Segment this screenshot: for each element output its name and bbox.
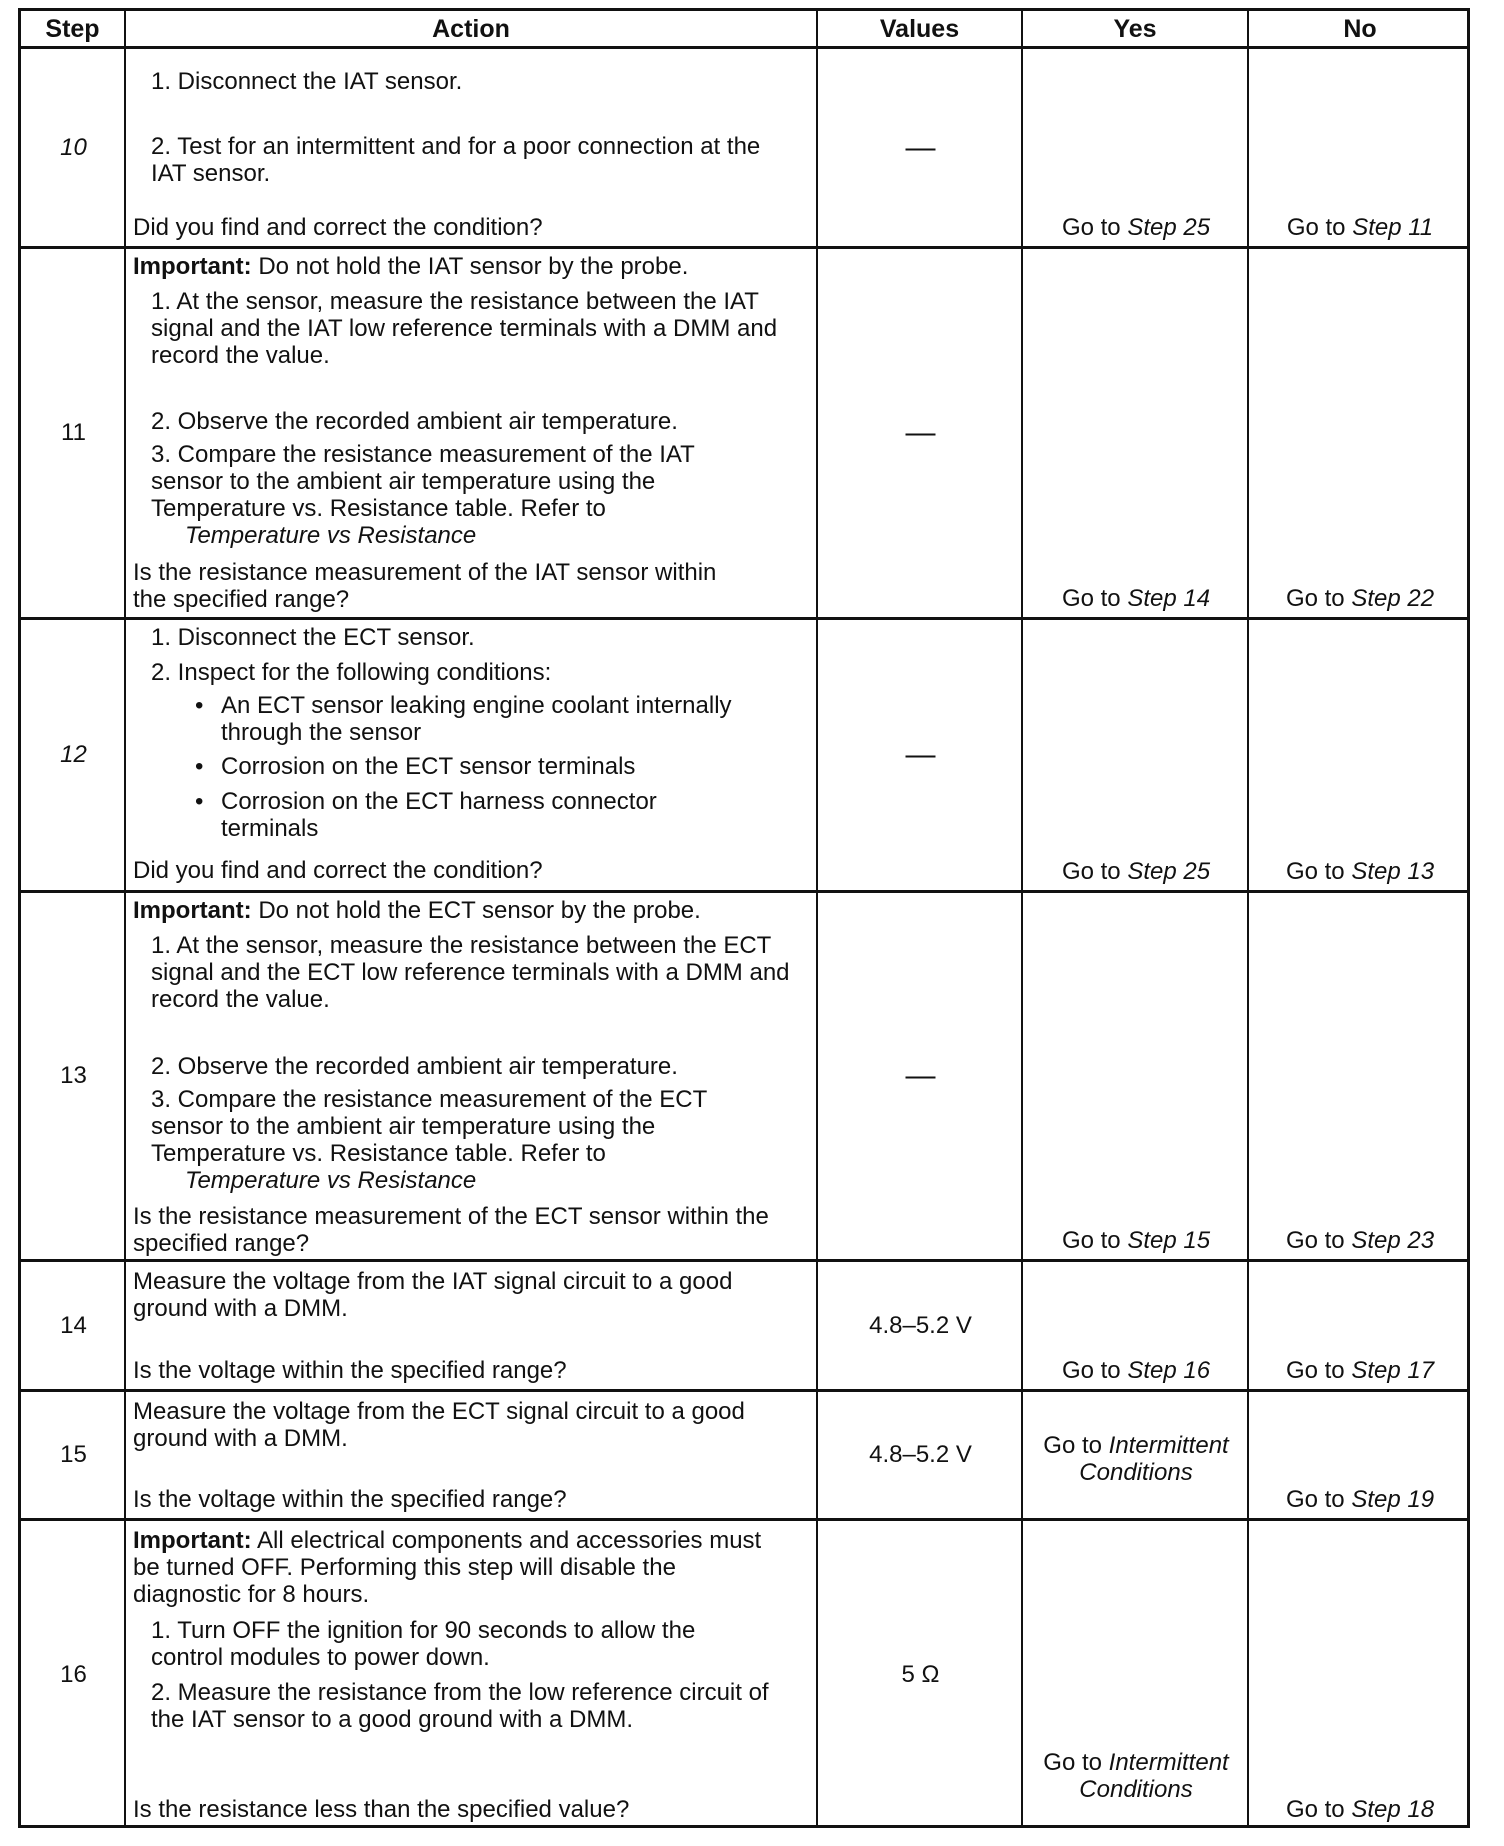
bullet-item: Corrosion on the ECT sensor terminals xyxy=(221,753,636,780)
reference-link[interactable]: Temperature vs Resistance xyxy=(185,522,477,549)
step-number: 12 xyxy=(60,741,87,768)
value-cell: — xyxy=(905,130,936,164)
action-cell xyxy=(133,893,813,1259)
action-cell xyxy=(133,620,813,890)
instruction-item: 2. Test for an intermittent and for a poor connection at the IAT sensor. xyxy=(151,133,761,187)
yes-action: Go to Step 25 xyxy=(1061,858,1211,886)
table-row xyxy=(21,1262,1467,1389)
yes-action: Go to Step 25 xyxy=(1061,214,1211,242)
header-action: Action xyxy=(432,14,510,43)
instruction-item: 1. At the sensor, measure the resistance between the ECT signal and the ECT low reference terminals with a DMM and record the value. xyxy=(151,932,790,1013)
action-text: Measure the voltage from the IAT signal circuit to a good ground with a DMM. xyxy=(133,1268,733,1322)
yes-action: Go to Intermittent Conditions xyxy=(1043,1749,1229,1803)
table-row xyxy=(21,1392,1467,1518)
yes-action: Go to Step 16 xyxy=(1061,1357,1211,1385)
yes-action: Go to Step 15 xyxy=(1061,1227,1211,1255)
action-cell xyxy=(133,1521,813,1828)
question-text: Is the resistance less than the specified value? xyxy=(133,1796,630,1823)
important-note: Important: All electrical components and accessories must be turned OFF. Performing this step will disable the diagnostic for 8 hours. xyxy=(133,1527,762,1608)
instruction-item: 1. Disconnect the ECT sensor. xyxy=(151,624,475,651)
bullet-icon: • xyxy=(195,753,204,780)
question-text: Did you find and correct the condition? xyxy=(133,214,543,241)
value-cell: — xyxy=(905,416,936,449)
action-cell xyxy=(133,1262,813,1389)
value-cell: — xyxy=(905,1059,936,1092)
table-row xyxy=(21,49,1467,246)
important-note: Important: Do not hold the IAT sensor by the probe. xyxy=(133,253,689,280)
instruction-item: 1. Disconnect the IAT sensor. xyxy=(151,68,463,95)
instruction-item: 3. Compare the resistance measurement of the ECT sensor to the ambient air temperature using the Temperature vs. Resistance table. Refer to xyxy=(151,1086,707,1167)
value-cell: 5 Ω xyxy=(901,1660,940,1688)
value-cell: 4.8–5.2 V xyxy=(869,1441,972,1468)
instruction-item: 2. Observe the recorded ambient air temperature. xyxy=(151,408,678,435)
header-yes: Yes xyxy=(1113,14,1157,43)
no-action: Go to Step 11 xyxy=(1286,214,1434,242)
bullet-item: Corrosion on the ECT harness connector terminals xyxy=(221,788,657,842)
header-step: Step xyxy=(45,14,100,43)
instruction-item: 1. Turn OFF the ignition for 90 seconds to allow the control modules to power down. xyxy=(151,1617,696,1671)
question-text: Is the resistance measurement of the IAT sensor within the specified range? xyxy=(133,559,717,613)
table-row xyxy=(21,620,1467,890)
no-action: Go to Step 13 xyxy=(1285,858,1435,886)
action-cell xyxy=(133,49,813,246)
table-row xyxy=(21,893,1467,1259)
value-cell: 4.8–5.2 V xyxy=(869,1311,972,1339)
no-action: Go to Step 18 xyxy=(1285,1796,1435,1824)
instruction-item: 1. At the sensor, measure the resistance between the IAT signal and the IAT low reference terminals with a DMM and record the value. xyxy=(151,288,778,369)
header-no: No xyxy=(1343,14,1377,43)
instruction-item: 2. Inspect for the following conditions: xyxy=(151,659,552,686)
value-cell: — xyxy=(905,738,936,771)
table-row xyxy=(21,1521,1467,1828)
bullet-icon: • xyxy=(195,788,204,815)
header-values: Values xyxy=(879,14,960,43)
action-text: Measure the voltage from the ECT signal circuit to a good ground with a DMM. xyxy=(133,1398,745,1452)
bullet-item: An ECT sensor leaking engine coolant internally through the sensor xyxy=(221,692,732,746)
bullet-icon: • xyxy=(195,692,204,719)
reference-link[interactable]: Temperature vs Resistance xyxy=(185,1167,477,1194)
step-number: 15 xyxy=(60,1441,87,1468)
question-text: Is the voltage within the specified range? xyxy=(133,1486,567,1513)
procedure-table xyxy=(18,8,1470,1828)
step-number: 13 xyxy=(60,1062,87,1089)
action-cell xyxy=(133,1392,813,1518)
question-text: Did you find and correct the condition? xyxy=(133,857,543,884)
step-number: 16 xyxy=(60,1660,87,1688)
no-action: Go to Step 17 xyxy=(1285,1357,1435,1385)
step-number: 11 xyxy=(61,419,86,446)
instruction-item: 2. Measure the resistance from the low reference circuit of the IAT sensor to a good ground with a DMM. xyxy=(151,1679,769,1733)
no-action: Go to Step 19 xyxy=(1285,1486,1435,1514)
yes-action: Go to Step 14 xyxy=(1061,585,1211,613)
instruction-item: 3. Compare the resistance measurement of the IAT sensor to the ambient air temperature using the Temperature vs. Resistance table. Refer to xyxy=(151,441,695,522)
no-action: Go to Step 23 xyxy=(1285,1227,1435,1255)
instruction-item: 2. Observe the recorded ambient air temperature. xyxy=(151,1053,678,1080)
important-note: Important: Do not hold the ECT sensor by the probe. xyxy=(133,897,701,924)
action-cell xyxy=(133,249,813,617)
table-row xyxy=(21,249,1467,617)
yes-action: Go to Intermittent Conditions xyxy=(1043,1432,1229,1486)
step-number: 10 xyxy=(60,133,87,161)
question-text: Is the voltage within the specified range? xyxy=(133,1357,567,1384)
question-text: Is the resistance measurement of the ECT sensor within the specified range? xyxy=(133,1203,769,1257)
step-number: 14 xyxy=(60,1311,87,1339)
no-action: Go to Step 22 xyxy=(1285,585,1435,613)
